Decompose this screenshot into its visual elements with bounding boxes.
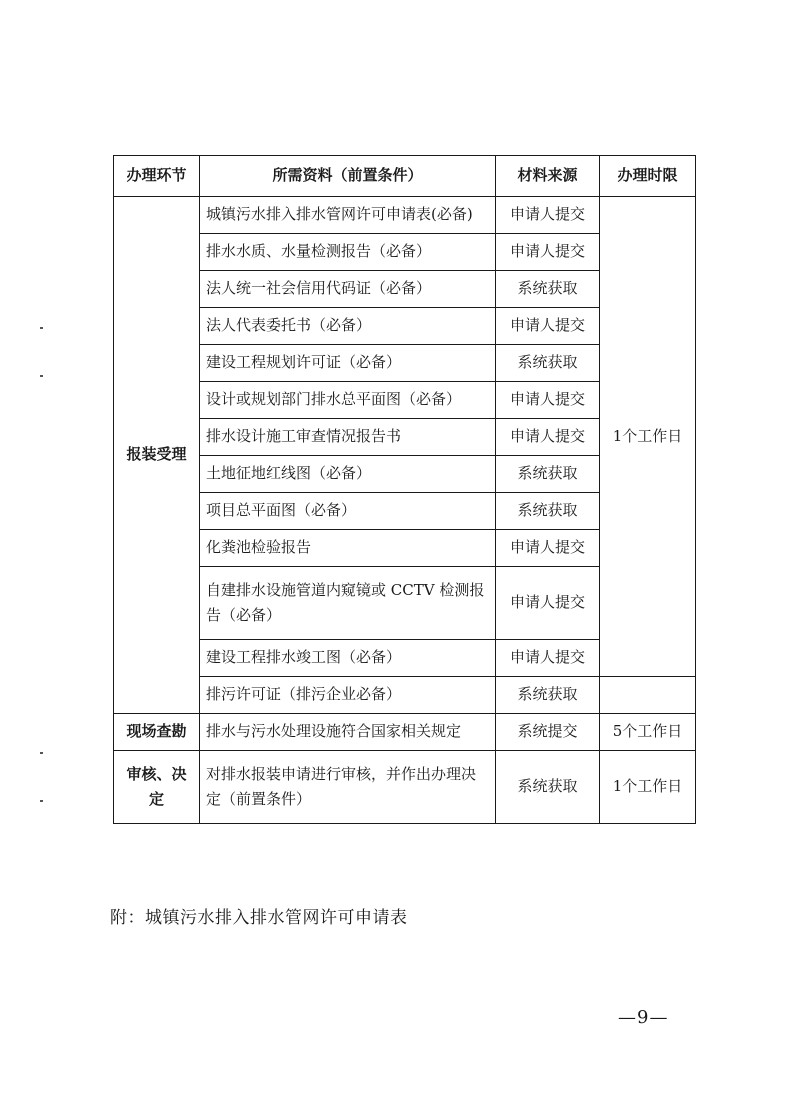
material-cell: 排水水质、水量检测报告（必备）: [200, 234, 496, 271]
source-cell: 系统获取: [496, 456, 600, 493]
material-cell: 排水设计施工审查情况报告书: [200, 419, 496, 456]
stage-cell: 现场查勘: [114, 714, 200, 751]
material-cell: 建设工程规划许可证（必备）: [200, 345, 496, 382]
source-cell: 申请人提交: [496, 530, 600, 567]
procedure-table: [113, 155, 696, 824]
page-number: —9—: [618, 1007, 669, 1028]
column-header-stage: 办理环节: [114, 156, 200, 197]
table-row: [114, 677, 696, 714]
material-cell: 对排水报装申请进行审核，并作出办理决定（前置条件）: [200, 751, 496, 824]
source-cell: 系统获取: [496, 677, 600, 714]
source-cell: 申请人提交: [496, 567, 600, 640]
source-cell: 系统获取: [496, 345, 600, 382]
material-cell: 自建排水设施管道内窥镜或 CCTV 检测报告（必备）: [200, 567, 496, 640]
material-cell: 排污许可证（排污企业必备）: [200, 677, 496, 714]
material-cell: 项目总平面图（必备）: [200, 493, 496, 530]
table-row: [114, 197, 696, 234]
table-header-row: [114, 156, 696, 197]
time-limit-cell: 1个工作日: [600, 197, 696, 677]
source-cell: 系统获取: [496, 271, 600, 308]
source-cell: 申请人提交: [496, 640, 600, 677]
material-cell: 设计或规划部门排水总平面图（必备）: [200, 382, 496, 419]
table-row: [114, 751, 696, 824]
material-cell: 法人代表委托书（必备）: [200, 308, 496, 345]
stage-cell: 报装受理: [114, 197, 200, 714]
scan-speck: [40, 375, 43, 377]
scan-speck: [40, 327, 43, 329]
column-header-materials: 所需资料（前置条件）: [200, 156, 496, 197]
source-cell: 系统获取: [496, 751, 600, 824]
source-cell: 申请人提交: [496, 419, 600, 456]
scan-speck: [40, 800, 43, 802]
source-cell: 申请人提交: [496, 197, 600, 234]
time-limit-cell: 1个工作日: [600, 751, 696, 824]
attachment-note: 附：城镇污水排入排水管网许可申请表: [110, 908, 408, 928]
time-limit-cell-empty: [600, 677, 696, 714]
stage-cell: 审核、决定: [114, 751, 200, 824]
column-header-time-limit: 办理时限: [600, 156, 696, 197]
material-cell: 土地征地红线图（必备）: [200, 456, 496, 493]
material-cell: 化粪池检验报告: [200, 530, 496, 567]
scan-speck: [40, 752, 43, 754]
source-cell: 系统提交: [496, 714, 600, 751]
source-cell: 系统获取: [496, 493, 600, 530]
source-cell: 申请人提交: [496, 382, 600, 419]
material-cell: 排水与污水处理设施符合国家相关规定: [200, 714, 496, 751]
material-cell: 城镇污水排入排水管网许可申请表(必备): [200, 197, 496, 234]
source-cell: 申请人提交: [496, 234, 600, 271]
material-cell: 法人统一社会信用代码证（必备）: [200, 271, 496, 308]
column-header-source: 材料来源: [496, 156, 600, 197]
material-cell: 建设工程排水竣工图（必备）: [200, 640, 496, 677]
time-limit-cell: 5个工作日: [600, 714, 696, 751]
source-cell: 申请人提交: [496, 308, 600, 345]
table-row: [114, 714, 696, 751]
